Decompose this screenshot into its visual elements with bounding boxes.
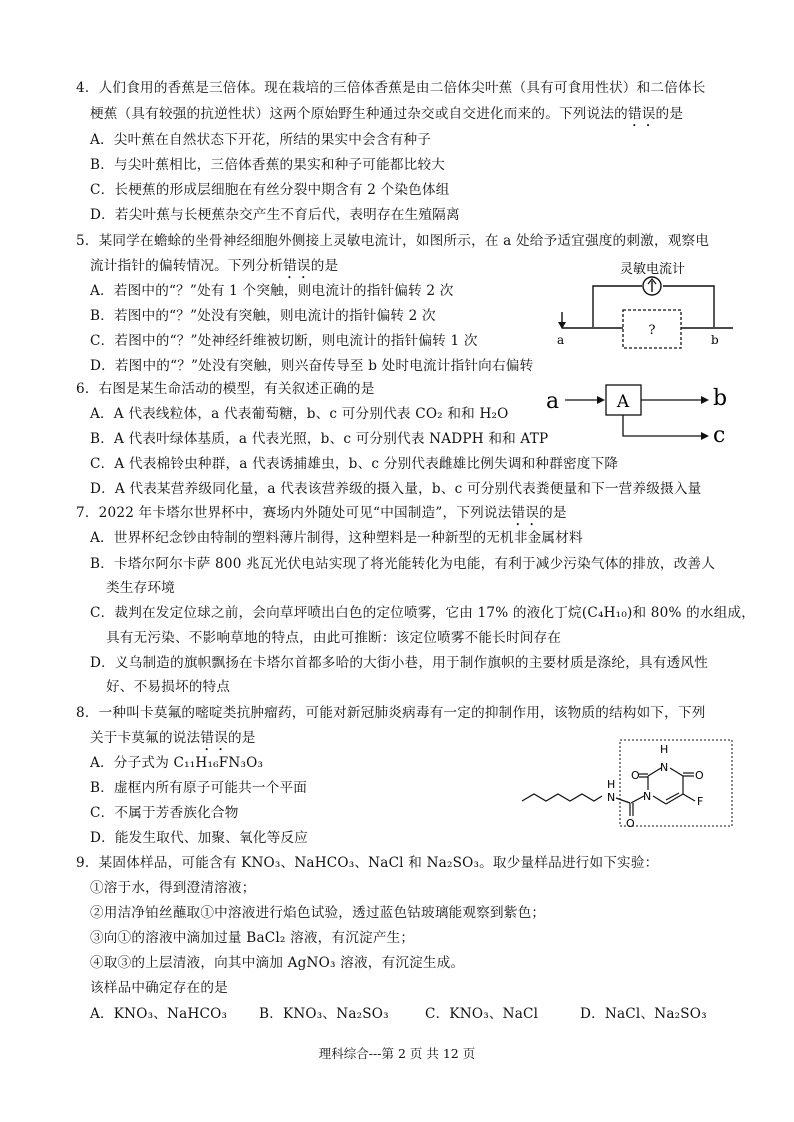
q9-stem: 9．某固体样品，可能含有 KNO₃、NaHCO₃、NaCl 和 Na₂SO₃。取少量样品进行如下实验： [76, 855, 659, 871]
model-box-label: A [616, 392, 630, 412]
fluorine: F [697, 795, 704, 808]
q5-stem-line1: 5．某同学在蟾蜍的坐骨神经细胞外侧接上灵敏电流计，如图所示，在 a 处给予适宜强度的刺激，观察电 [76, 233, 710, 249]
q7-stem: 7．2022 年卡塔尔世界杯中，赛场内外随处可见“中国制造”，下列说法错误的是 [76, 505, 567, 521]
emphasis-cuowu: 错误 [511, 505, 540, 521]
model-output-c: c [713, 423, 726, 448]
q5-option-b: B．若图中的“？”处没有突触，则电流计的指针偏转 2 次 [90, 308, 436, 324]
q8-option-d: D．能发生取代、加聚、氧化等反应 [90, 830, 309, 846]
q4-stem-line1: 4．人们食用的香蕉是三倍体。现在栽培的三倍体香蕉是由二倍体尖叶蕉（具有可食用性状）和二倍体长 [76, 80, 706, 96]
q9-ask: 该样品中确定存在的是 [90, 980, 228, 996]
q8-option-c: C．不属于芳香族化合物 [90, 805, 239, 821]
q9-option-d: D．NaCl、Na₂SO₃ [580, 1006, 707, 1022]
q8-option-b: B．虚框内所有原子可能共一个平面 [90, 780, 308, 796]
dashed-frame [620, 740, 732, 826]
q6-option-b: B．A 代表叶绿体基质，a 代表光照，b、c 可分别代表 NADPH 和和 ATP [90, 431, 549, 447]
emphasis-cuowu: 错误 [283, 258, 311, 274]
ring-n1: N [643, 790, 652, 803]
q6-option-c: C．A 代表棉铃虫种群，a 代表诱捕雄虫，b、c 分别代表雌雄比例失调和种群密度下降 [90, 456, 619, 472]
galvanometer-diagram [548, 252, 748, 352]
page-footer: 理科综合---第 2 页 共 12 页 [318, 1046, 476, 1061]
carmofur-structure [520, 738, 740, 833]
q9-step-2: ②用洁净铂丝蘸取①中溶液进行焰色试验，透过蓝色钴玻璃能观察到紫色； [90, 905, 546, 921]
q5-option-c: C．若图中的“？”处神经纤维被切断，则电流计的指针偏转 1 次 [90, 333, 478, 349]
emphasis-cuowu: 错误 [200, 730, 228, 746]
amide-n: N [607, 791, 616, 804]
label-b: b [711, 333, 719, 347]
label-a: a [557, 333, 565, 347]
q9-option-c: C．KNO₃、NaCl [425, 1006, 539, 1022]
q7-option-c-line1: C．裁判在发定位球之前，会向草坪喷出白色的定位喷雾，它由 17% 的液化丁烷(C₄H₁₀)和 80% 的水组成， [90, 605, 756, 621]
q4-option-d: D．若尖叶蕉与长梗蕉杂交产生不育后代，表明存在生殖隔离 [90, 207, 460, 223]
q6-option-d: D．A 代表某营养级同化量，a 代表该营养级的摄入量，b、c 可分别代表粪便量和下一营养级摄入量 [90, 481, 702, 497]
ring-o-right: O [695, 769, 704, 782]
q9-option-a: A．KNO₃、NaHCO₃ [90, 1006, 228, 1022]
q7-option-c-line2: 具有无污染、不影响草地的特点，由此可推断：该定位喷雾不能长时间存在 [106, 630, 562, 646]
q7-option-b-line2: 类生存环境 [106, 580, 175, 596]
ring-o-left: O [631, 769, 640, 782]
q9-step-1: ①溶于水，得到澄清溶液； [90, 880, 256, 896]
model-output-b: b [713, 386, 728, 411]
hexyl-chain [522, 794, 602, 801]
q8-stem-line1: 8．一种叫卡莫氟的嘧啶类抗肿瘤药，可能对新冠肺炎病毒有一定的抑制作用，该物质的结构如下，下列 [76, 705, 706, 721]
q7-option-d-line1: D．义乌制造的旗帜飘扬在卡塔尔首都多哈的大街小巷，用于制作旗帜的主要材质是涤纶，具有透风性 [90, 655, 709, 671]
unknown-label: ? [648, 323, 656, 338]
ring-h: H [660, 743, 669, 756]
model-diagram [543, 380, 743, 450]
q9-step-4: ④取③的上层清液，向其中滴加 AgNO₃ 溶液，有沉淀生成。 [90, 955, 465, 971]
q8-option-a: A．分子式为 C₁₁H₁₆FN₃O₃ [90, 755, 264, 771]
q9-option-b: B．KNO₃、Na₂SO₃ [259, 1006, 389, 1022]
q4-option-a: A．尖叶蕉在自然状态下开花，所结的果实中会含有种子 [90, 132, 432, 148]
q5-option-d: D．若图中的“？”处没有突触，则兴奋传导至 b 处时电流计指针向右偏转 [90, 358, 534, 374]
amide-h: H [607, 778, 616, 791]
q4-option-c: C．长梗蕉的形成层细胞在有丝分裂中期含有 2 个染色体组 [90, 182, 450, 198]
q5-stem-line2: 流计指针的偏转情况。下列分析错误的是 [90, 258, 339, 274]
q6-option-a: A．A 代表线粒体，a 代表葡萄糖，b、c 可分别代表 CO₂ 和和 H₂O [90, 406, 509, 422]
q7-option-a: A．世界杯纪念钞由特制的塑料薄片制得，这种塑料是一种新型的无机非金属材料 [90, 530, 583, 546]
q5-option-a: A．若图中的“？”处有 1 个突触，则电流计的指针偏转 2 次 [90, 283, 454, 299]
meter-label: 灵敏电流计 [620, 262, 686, 277]
q4-option-b: B．与尖叶蕉相比，三倍体香蕉的果实和种子可能都比较大 [90, 157, 446, 173]
ring-n3: N [660, 761, 669, 774]
emphasis-cuowu: 错误 [627, 106, 656, 122]
q6-stem: 6．右图是某生命活动的模型，有关叙述正确的是 [76, 381, 375, 397]
q7-option-b-line1: B．卡塔尔阿尔卡萨 800 兆瓦光伏电站实现了将光能转化为电能，有利于减少污染气体的排放，改善人 [90, 556, 716, 572]
q4-stem-line2: 梗蕉（具有较强的抗逆性状）这两个原始野生种通过杂交或自交进化而来的。下列说法的错误的是 [90, 106, 684, 122]
model-input: a [546, 389, 560, 414]
q9-step-3: ③向①的溶液中滴加过量 BaCl₂ 溶液，有沉淀产生； [90, 930, 415, 946]
q8-stem-line2: 关于卡莫氟的说法错误的是 [90, 730, 256, 746]
q7-option-d-line2: 好、不易损坏的特点 [106, 679, 231, 695]
carbonyl-o: O [626, 817, 635, 830]
